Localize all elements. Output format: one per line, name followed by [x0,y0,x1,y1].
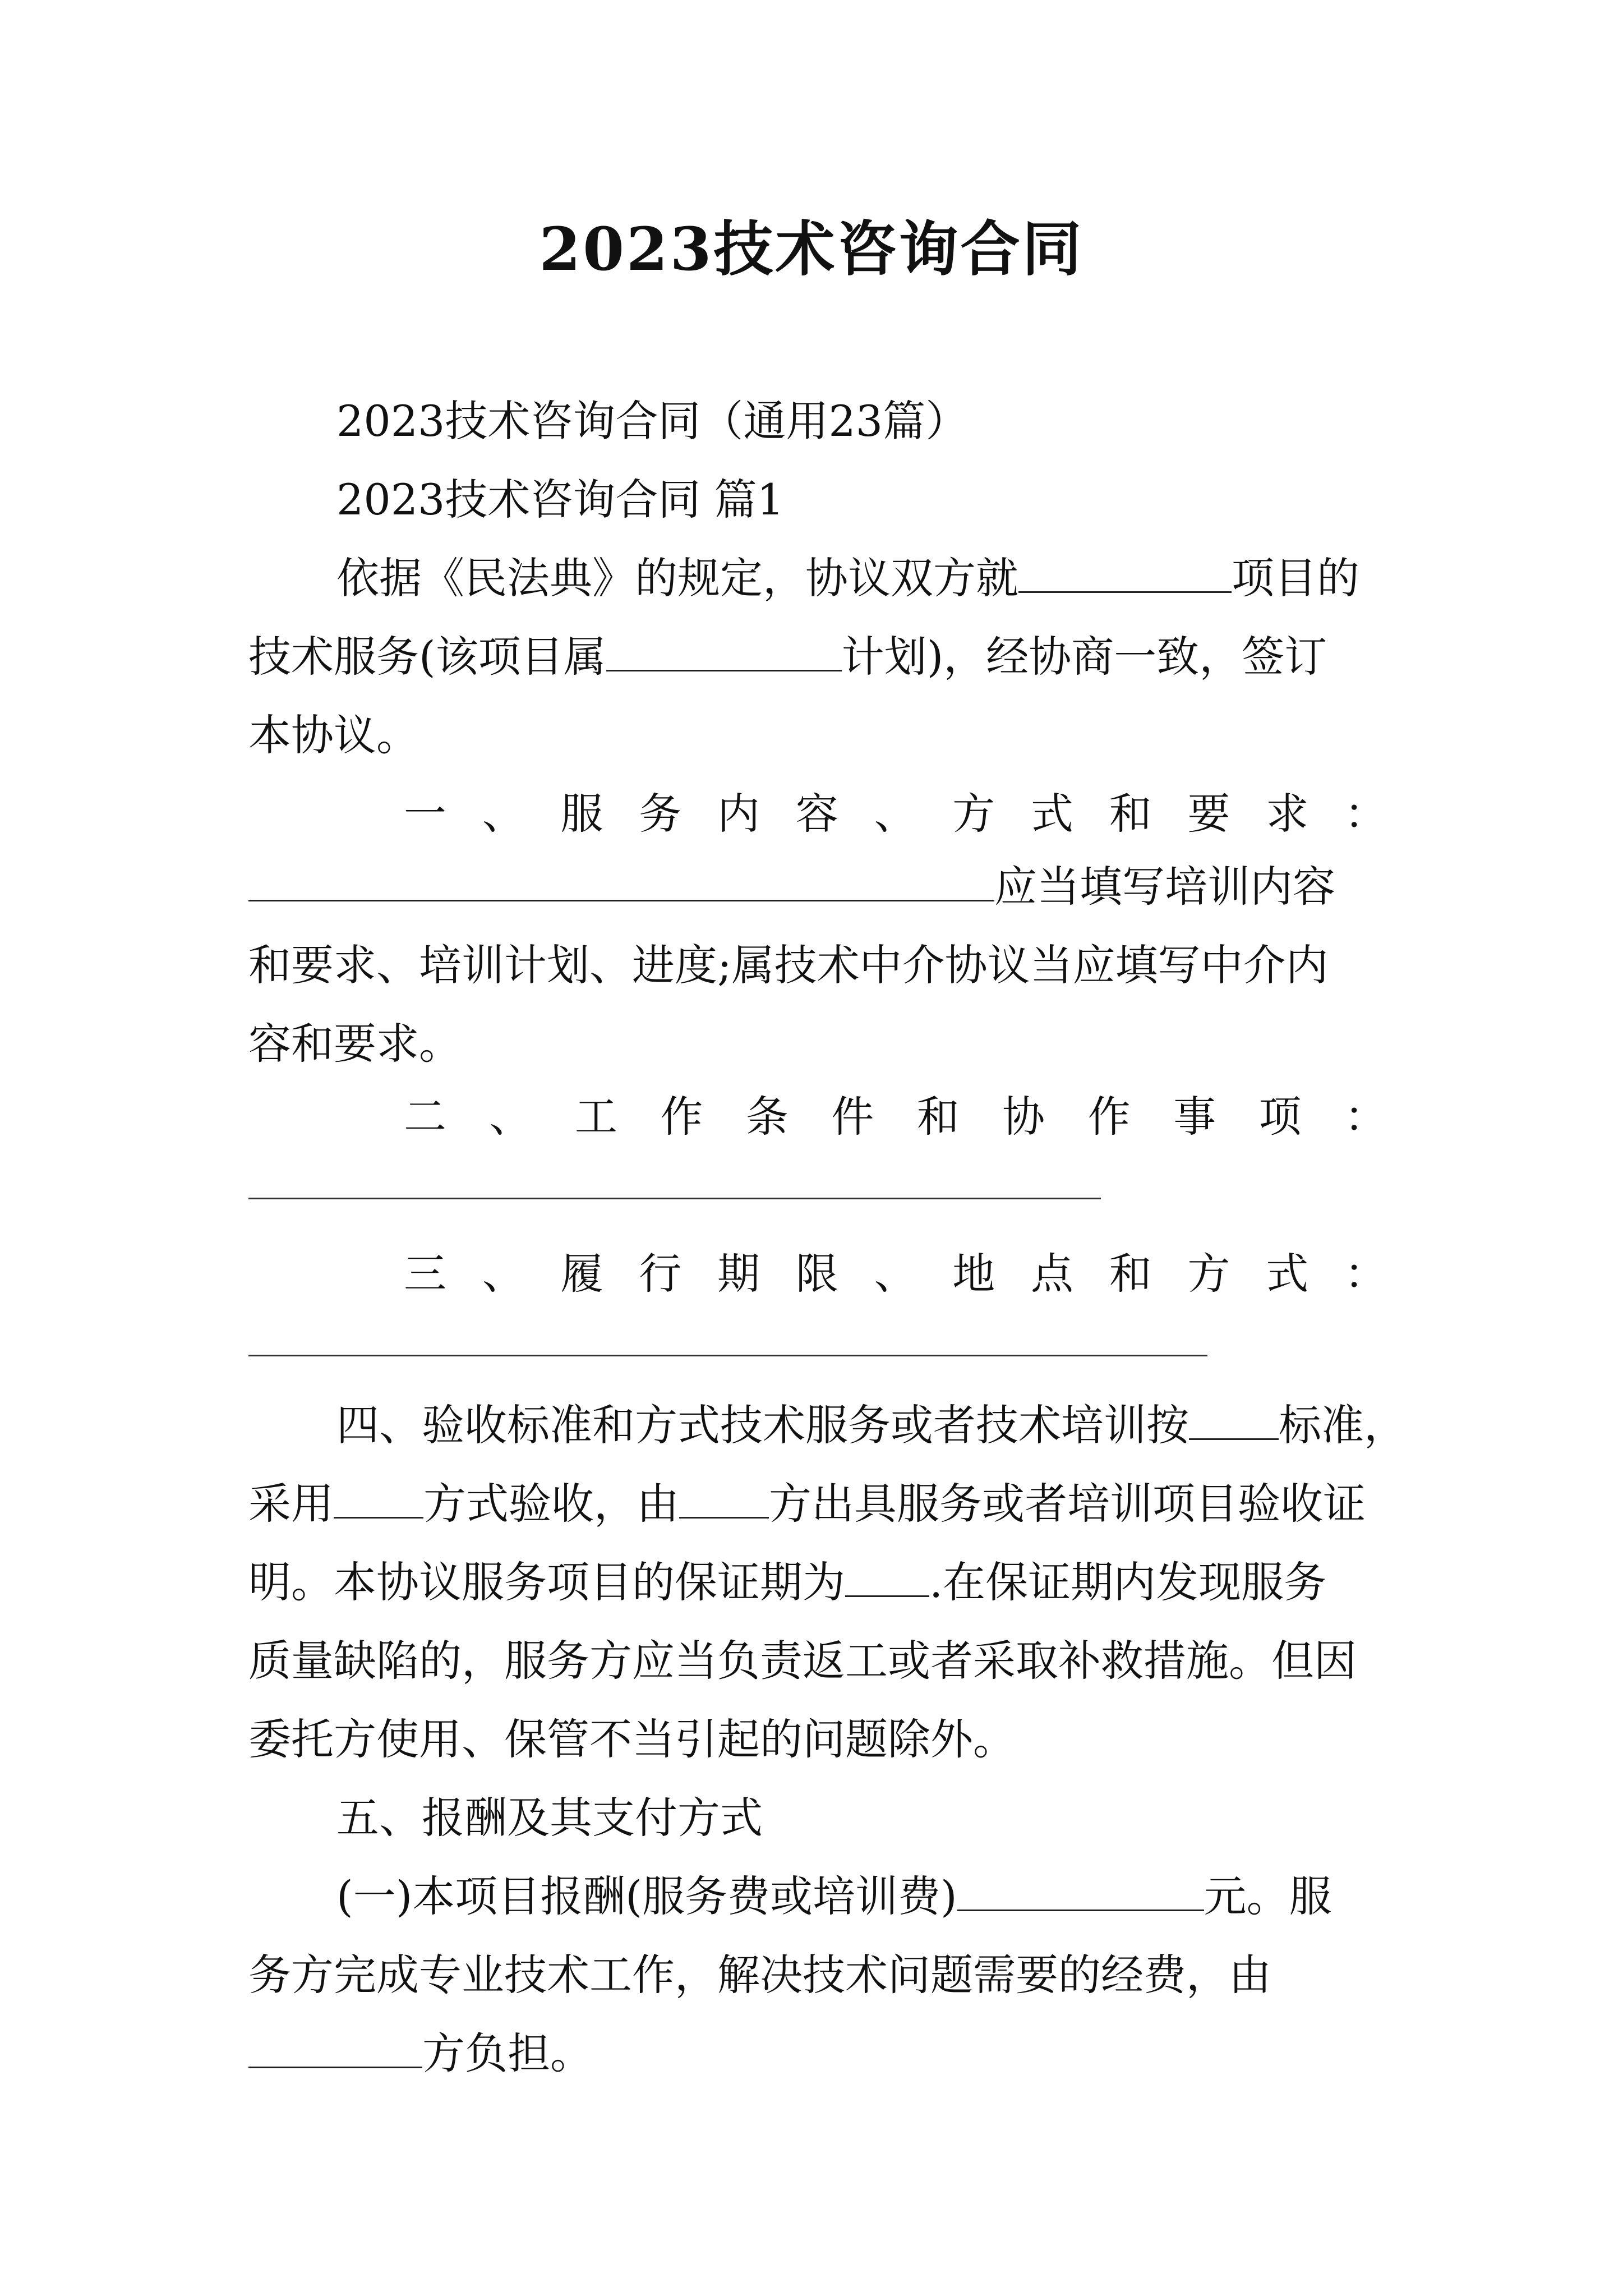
section-4-line-1 [336,1391,1407,1452]
section-1-line-3: 容和要求。 [248,1019,462,1069]
section-4-text-2b: 方式验收，由 [423,1479,679,1529]
section-4-text-1a: 四、验收标准和方式技术服务或者技术培训按 [336,1400,1189,1450]
section-5-line-3 [248,2019,593,2081]
section-5-line-2: 务方完成专业技术工作，解决技术问题需要的经费，由 [248,1950,1271,2000]
blank-work-conditions [248,1198,1101,1199]
section-1-tail: 应当填写培训内容 [994,862,1335,912]
section-5-text-1a: (一)本项目报酬(服务费或培训费) [336,1871,957,1921]
section-4-text-2c: 方出具服务或者培训项目验收证 [769,1479,1366,1529]
section-4-text-3b: .在保证期内发现服务 [929,1557,1327,1607]
section-4-line-4: 质量缺陷的，服务方应当负责返工或者采取补救措施。但因 [248,1636,1357,1686]
section-1-heading: 一、服务内容、方式和要求： [404,789,1387,839]
blank-service-content [248,899,994,901]
blank-certifying-party [679,1516,769,1519]
intro-text-1a: 依据《民法典》的规定，协议双方就 [336,553,1018,603]
blank-term-place [248,1355,1207,1356]
subtitle: 2023技术咨询合同（通用23篇） [336,396,969,446]
section-3-heading: 三、履行期限、地点和方式： [404,1249,1387,1299]
blank-acceptance-method [334,1516,423,1519]
blank-plan-name [606,669,842,671]
intro-text-2a: 技术服务(该项目属 [248,632,606,682]
blank-warranty-period [845,1595,929,1597]
intro-text-1b: 项目的 [1232,553,1359,603]
intro-line-1 [336,544,1359,605]
section-5-heading: 五、报酬及其支付方式 [336,1793,763,1843]
part-heading: 2023技术咨询合同 篇1 [336,475,784,524]
section-5-text-3b: 方负担。 [422,2028,593,2078]
section-4-text-2a: 采用 [248,1479,334,1529]
blank-fee-amount [957,1909,1204,1911]
intro-line-2 [248,623,1327,684]
blank-acceptance-standard [1189,1438,1279,1440]
intro-text-2b: 计划)，经协商一致，签订 [841,632,1327,682]
section-4-line-5: 委托方使用、保管不当引起的问题除外。 [248,1714,1016,1764]
blank-expense-party [248,2066,422,2068]
section-5-text-1b: 元。服 [1204,1871,1332,1921]
intro-line-3: 本协议。 [248,710,419,760]
section-1-line-2: 和要求、培训计划、进度;属技术中介协议当应填写中介内 [248,940,1329,990]
blank-project-name [1018,591,1232,593]
section-4-text-3a: 明。本协议服务项目的保证期为 [248,1557,845,1607]
section-4-text-1b: 标准， [1279,1400,1407,1450]
section-4-line-3 [248,1548,1326,1609]
section-1-line-1 [248,853,1335,914]
section-4-line-2 [248,1470,1366,1531]
section-2-heading: 二、工作条件和协作事项： [404,1092,1387,1142]
document-title: 2023技术咨询合同 [539,214,1084,284]
section-5-line-1 [336,1862,1332,1924]
